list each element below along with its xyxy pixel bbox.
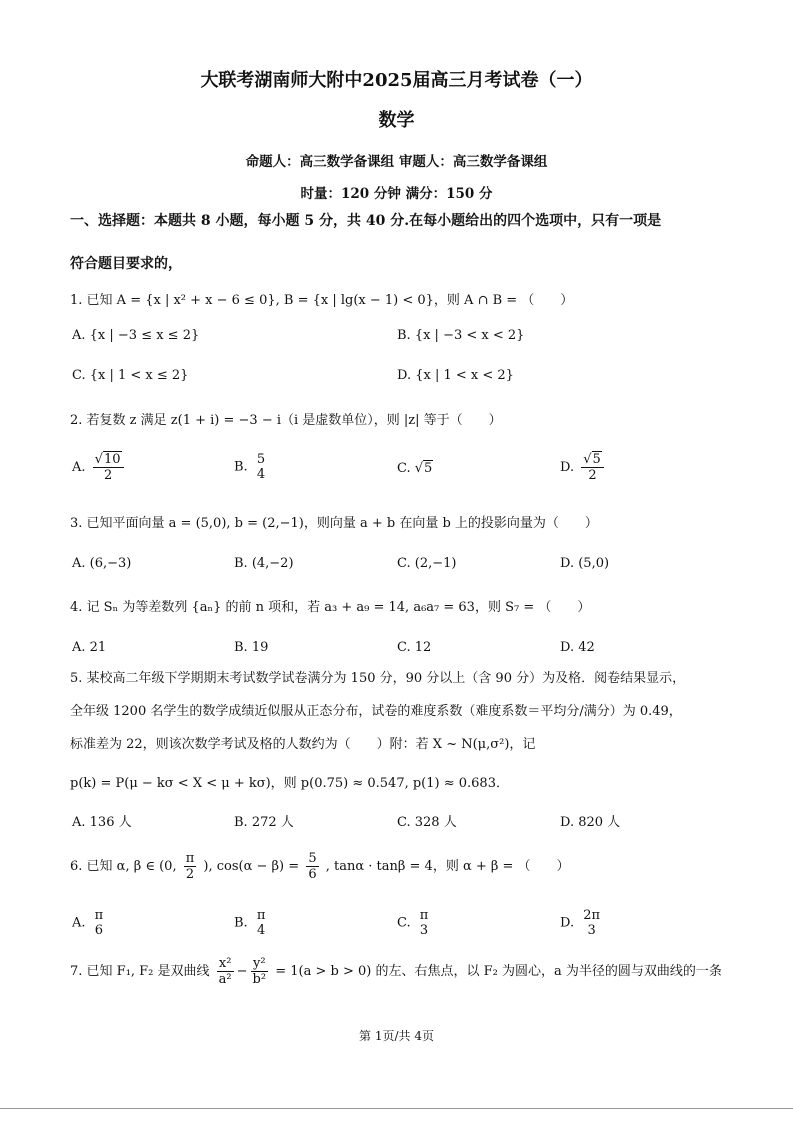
q5-option-a: A. 136 人	[72, 815, 132, 830]
q6-stem-b: ), cos(α − β) =	[203, 859, 300, 874]
q1-option-c: C. {x | 1 < x ≤ 2}	[72, 368, 189, 383]
q2-option-c: C. √5	[397, 461, 433, 476]
q6-five-sixths	[306, 851, 318, 882]
q2-option-a-frac: $\frac{√10}{2}$	[93, 452, 124, 483]
q6-option-c-frac	[418, 908, 431, 938]
q4-option-b: B. 19	[234, 640, 269, 655]
q6-option-d-label: D.	[560, 915, 575, 931]
q1-option-b: B. {x | −3 < x < 2}	[397, 328, 525, 343]
q6-b-den: 4	[256, 923, 266, 938]
section-heading: 一、选择题：本题共 8 小题，每小题 5 分，共 40 分.在每小题给出的四个选项中，只有一项是	[70, 213, 662, 229]
q7-stem-b: = 1(a > b > 0) 的左、右焦点，以 F₂ 为圆心，a 为半径的圆与双曲线的一条	[275, 964, 722, 979]
page-bottom-divider	[0, 1108, 793, 1109]
q3-option-d: D. (5,0)	[560, 556, 610, 571]
q6-d-num: 2π	[583, 908, 601, 923]
question-6-stem	[70, 850, 570, 884]
q6-five: 5	[308, 851, 317, 866]
q6-option-b-frac	[255, 908, 268, 938]
q6-d-den: 3	[587, 923, 596, 938]
q7-a2: a²	[218, 972, 232, 987]
q7-y2: y²	[251, 956, 269, 972]
question-7-stem: 7. 已知 F₁, F₂ 是双曲线 $\frac{\text{x²}}{\text{a²}}$ − $\frac{\text{y²}}{\text{b²}}$ = 1(a > b > 0) 的左、右焦点，以 F₂ 为圆心，a 为半径的圆与双曲线的一条	[70, 956, 722, 987]
question-5-line-4: p(k) = P(μ − kσ < X < μ + kσ)，则 p(0.75) ≈ 0.547, p(1) ≈ 0.683．	[70, 776, 509, 791]
question-1-stem: 1. 已知 A = {x | x² + x − 6 ≤ 0}, B = {x | lg(x − 1) < 0}，则 A ∩ B = （ ）	[70, 293, 574, 308]
authors-line: 命题人：高三数学备课组 审题人：高三数学备课组	[245, 154, 548, 170]
q6-a-num: π	[94, 908, 104, 923]
q7-x2: x²	[217, 956, 234, 972]
q4-option-c: C. 12	[397, 640, 432, 655]
q6-c-den: 3	[419, 923, 429, 938]
q2-a-den: 2	[103, 468, 113, 483]
q6-stem-c: , tanα · tanβ = 4，则 α + β = （ ）	[325, 859, 570, 874]
q6-option-d-frac	[581, 908, 602, 938]
q6-b-num: π	[256, 908, 266, 923]
q2-b-num: 5	[256, 452, 266, 467]
q3-option-b: B. (4,−2)	[234, 556, 294, 571]
q1-option-d: D. {x | 1 < x < 2}	[397, 368, 514, 383]
q6-two: 2	[185, 867, 195, 882]
q6-option-c	[397, 908, 433, 938]
q6-option-a	[72, 908, 108, 938]
q6-a-den: 6	[94, 923, 104, 938]
q6-option-b	[234, 908, 270, 938]
q2-option-d-frac: $\frac{√5}{2}$	[581, 452, 604, 483]
q6-option-b-label: B.	[234, 915, 248, 931]
q2-option-c-label: C.	[397, 461, 411, 476]
section-heading-cont: 符合题目要求的，	[70, 256, 182, 272]
q6-c-num: π	[419, 908, 429, 923]
q7-x2-over-a2	[217, 956, 234, 987]
question-4-stem: 4. 记 Sₙ 为等差数列 {aₙ} 的前 n 项和，若 a₃ + a₉ = 14, a₆a₇ = 63，则 S₇ = （ ）	[70, 600, 591, 615]
page-footer: 第 1页/共 4页	[359, 1029, 434, 1043]
question-5-line-1: 5. 某校高二年级下学期期末考试数学试卷满分为 150 分，90 分以上（含 90 分）为及格．阅卷结果显示，	[70, 671, 686, 686]
q5-option-c: C. 328 人	[397, 815, 457, 830]
exam-title: 大联考湖南师大附中2025届高三月考试卷（一）	[200, 70, 593, 91]
question-2-stem: 2. 若复数 z 满足 z(1 + i) = −3 − i（i 是虚数单位），则 |z| 等于（ ）	[70, 413, 502, 428]
question-5-line-3: 标准差为 22，则该次数学考试及格的人数约为（ ）附：若 X ~ N(μ,σ²)，记	[70, 737, 536, 752]
q6-option-c-label: C.	[397, 915, 411, 931]
q6-option-d	[560, 908, 605, 938]
q5-option-b: B. 272 人	[234, 815, 294, 830]
q2-option-a-label: A.	[72, 460, 86, 475]
q2-a-radicand: 10	[103, 452, 121, 467]
question-3-stem: 3. 已知平面向量 a = (5,0), b = (2,−1)，则向量 a + b 在向量 b 上的投影向量为（ ）	[70, 516, 598, 531]
q7-y2-over-b2	[251, 956, 269, 987]
q6-pi: π	[185, 851, 195, 866]
q2-option-b-label: B.	[234, 459, 248, 475]
q4-option-a: A. 21	[72, 640, 107, 655]
q2-option-a	[72, 452, 127, 483]
q2-c-radicand: 5	[424, 461, 433, 476]
q2-option-b	[234, 452, 270, 482]
q3-option-a: A. (6,−3)	[72, 556, 132, 571]
q7-stem-a: 7. 已知 F₁, F₂ 是双曲线	[70, 964, 210, 979]
q6-option-a-label: A.	[72, 915, 86, 931]
q4-option-d: D. 42	[560, 640, 595, 655]
q2-d-radicand: 5	[592, 452, 601, 467]
subject-title: 数学	[378, 110, 415, 131]
q6-six: 6	[308, 867, 317, 882]
q3-option-c: C. (2,−1)	[397, 556, 457, 571]
q7-b2: b²	[252, 972, 267, 987]
q2-option-d-label: D.	[560, 460, 575, 475]
q2-option-b-frac	[255, 452, 267, 482]
time-score-line: 时量：120 分钟 满分：150 分	[300, 186, 493, 202]
q6-stem-a: 6. 已知 α, β ∈ (0,	[70, 859, 177, 874]
q1-option-a: A. {x | −3 ≤ x ≤ 2}	[72, 328, 200, 343]
q6-pi-over-2	[184, 851, 197, 882]
q2-d-den: 2	[588, 468, 597, 483]
q6-option-a-frac	[93, 908, 106, 938]
q2-b-den: 4	[256, 467, 266, 482]
question-5-line-2: 全年级 1200 名学生的数学成绩近似服从正态分布，试卷的难度系数（难度系数＝平均分/满分）为 0.49，	[70, 704, 682, 719]
q5-option-d: D. 820 人	[560, 815, 621, 830]
q2-option-d	[560, 452, 607, 483]
